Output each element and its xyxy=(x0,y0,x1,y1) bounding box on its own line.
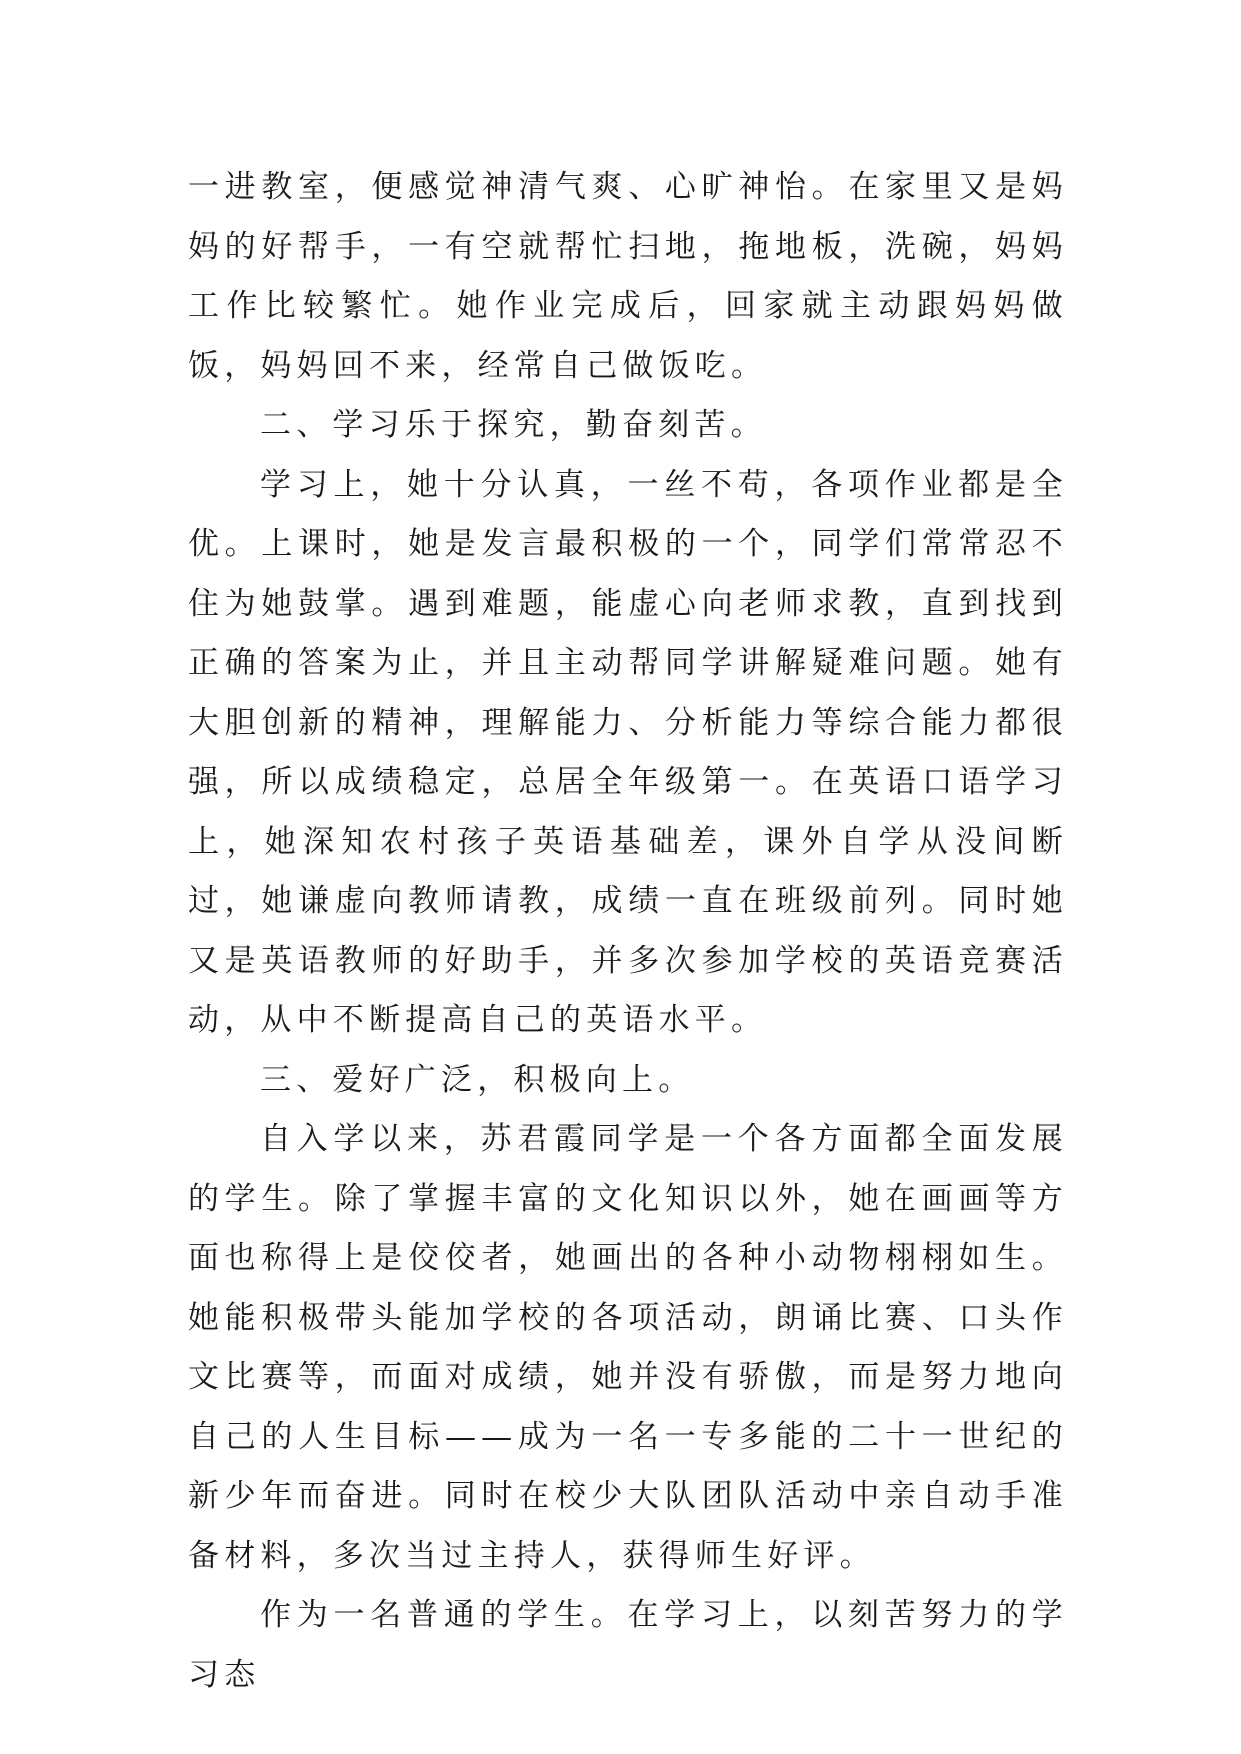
heading-study: 二、学习乐于探究，勤奋刻苦。 xyxy=(260,407,767,443)
paragraph-summary-start: 作为一名普通的学生。在学习上，以刻苦努力的学习态 xyxy=(188,1597,1068,1693)
heading-hobbies: 三、爱好广泛，积极向上。 xyxy=(260,1061,695,1098)
paragraph-hobbies: 自入学以来，苏君霞同学是一个各方面都全面发展的学生。除了掌握丰富的文化知识以外，她在画画等方面也称得上是佼佼者，她画出的各种小动物栩栩如生。她能积极带头能加学校的各项活动，朗诵比赛、口头作文比赛等，而面对成绩，她并没有骄傲，而是努力地向自己的人生目标——成为一名一专多能的二十一世纪的新少年而奋进。同时在校少大队团队活动中亲自动手准备材料，多次当过主持人，获得师生好评。 xyxy=(188,1121,1068,1574)
paragraph-study: 学习上，她十分认真，一丝不苟，各项作业都是全优。上课时，她是发言最积极的一个，同学们常常忍不住为她鼓掌。遇到难题，能虚心向老师求教，直到找到正确的答案为止，并且主动帮同学讲解疑难问题。她有大胆创新的精神，理解能力、分析能力等综合能力都很强，所以成绩稳定，总居全年级第一。在英语口语学习上，她深知农村孩子英语基础差，课外自学从没间断过，她谦虚向教师请教，成绩一直在班级前列。同时她又是英语教师的好助手，并多次参加学校的英语竞赛活动，从中不断提高自己的英语水平。 xyxy=(188,466,1068,1038)
paragraph-family-help: 一进教室，便感觉神清气爽、心旷神怡。在家里又是妈妈的好帮手，一有空就帮忙扫地，拖地板，洗碗，妈妈工作比较繁忙。她作业完成后，回家就主动跟妈妈做饭，妈妈回不来，经常自己做饭吃。 xyxy=(188,169,1068,384)
document-body xyxy=(188,158,1068,1705)
